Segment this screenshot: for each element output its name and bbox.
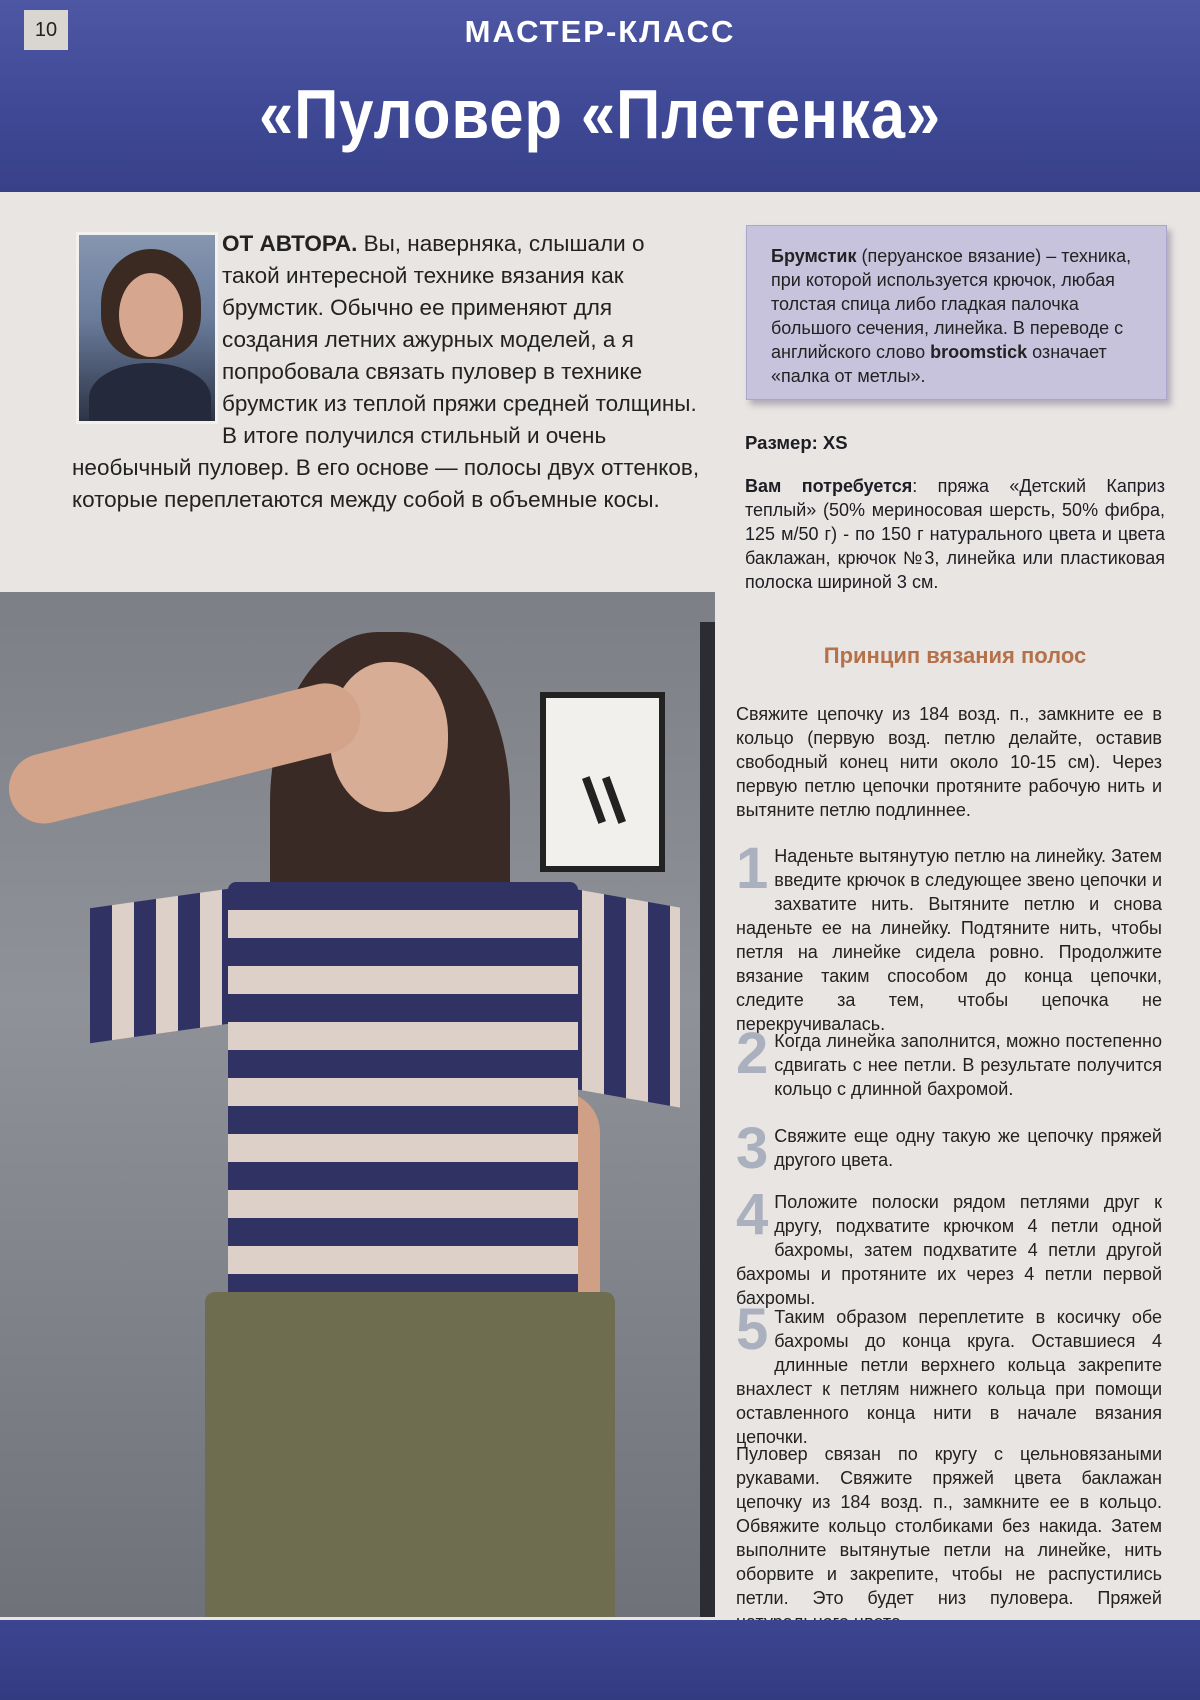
closing-paragraph: Пуловер связан по кругу с цельновязаными рукавами. Свяжите пряжей цвета баклажан цепочку из 184 возд. п., замкните ее в кольцо. Обвяжите кольцо столбиками без накида. Затем выполните вытянутые петли на линейке, нить оборвите и закрепите, чтобы не распустились петли. Это будет низ пуловера. Пряжей [736, 1444, 1162, 1608]
step-text: Наденьте вытянутую петлю на линейку. Затем введите крючок в следующее звено цепочки и захватите нить. Вытяните петлю и снова наденьте ее на линейку. Подтяните нить, чтобы петля на линейке сидела ровно. Продолжите вязание таким способом до конца цепочки, следите за тем, чтобы цепочка не перекручивалась. [736, 846, 1162, 1034]
step-3 [736, 1116, 1162, 1181]
definition-box [746, 225, 1167, 400]
step-4 [736, 1182, 1162, 1310]
definition-word: broomstick [930, 342, 1028, 362]
step-2 [736, 1021, 1162, 1101]
header-band [0, 0, 1200, 192]
step-text: Положите полоски рядом петлями друг к другу, подхватите крючком 4 петли одной бахромы, затем подхватите 4 петли другой бахромы и протяните их через 4 петли первой бахромы. [736, 1192, 1162, 1308]
photo-edge-strip [700, 622, 715, 1617]
wall-picture [540, 692, 665, 872]
step-1 [736, 836, 1162, 1036]
intro-paragraph: Свяжите цепочку из 184 возд. п., замкните ее в кольцо (первую возд. петлю делайте, оставив свободный конец нити около 10-15 см). Через первую петлю цепочки протяните рабочую нить и вытяните петлю подлиннее. [736, 704, 1162, 820]
section-label: МАСТЕР-КЛАСС [464, 14, 736, 49]
model-photo [0, 592, 715, 1617]
step-number: 1 [736, 836, 769, 901]
materials [745, 474, 1165, 594]
striped-sweater [228, 882, 578, 1307]
size-label: Размер: [745, 432, 818, 453]
materials-text: : пряжа «Детский Каприз теплый» (50% мериносовая шерсть, 50% фибра, 125 м/50 г) - по 150 г натурального цвета и цвета баклажан, крючок №3, линейка или пластиковая полоска шириной 3 см. [745, 476, 1165, 592]
definition-term: Брумстик [771, 246, 857, 266]
author-note [72, 228, 708, 516]
definition-text-1: (перуанское вязание) – техника, при которой используется крючок, любая толстая спица либо гладкая палочка большого сечения, линейка. В переводе с английского слово [771, 246, 1132, 362]
step-number: 2 [736, 1021, 769, 1086]
page-number: 10 [24, 10, 68, 50]
sweater-sleeve-left [90, 886, 250, 1043]
step-text: Свяжите еще одну такую же цепочку пряжей другого цвета. [774, 1126, 1162, 1170]
footer-band [0, 1620, 1200, 1700]
author-lead: ОТ АВТОРА. [222, 231, 358, 256]
step-number: 4 [736, 1182, 769, 1247]
author-body: Вы, наверняка, слышали о такой интересной технике вязания как брумстик. Обычно ее применяют для создания летних ажурных моделей, а я попробовала связать пуловер в технике брумстик из теплой пряжи средней толщины. В итоге получился стильный и очень необычный пуловер. В его основе — полосы двух оттенков, которые переплетаются между собой в объемные косы. [72, 231, 700, 512]
model-pants [205, 1292, 615, 1617]
step-number: 3 [736, 1116, 769, 1181]
size-line [745, 432, 848, 454]
materials-label: Вам потребуется [745, 476, 913, 496]
definition-text-2: означает «палка от метлы». [771, 342, 1107, 386]
step-text: Таким образом переплетите в косичку обе бахромы до конца круга. Оставшиеся 4 длинные петли верхнего кольца закрепите внахлест к петлям нижнего кольца при помощи оставленного конца нити в начале вязания цепочки. [736, 1307, 1162, 1447]
step-text: Когда линейка заполнится, можно постепенно сдвигать с нее петли. В результате получится кольцо с длинной бахромой. [774, 1031, 1162, 1099]
step-number: 5 [736, 1297, 769, 1362]
sweater-sleeve-right [560, 886, 680, 1107]
size-value: XS [817, 432, 848, 453]
step-5 [736, 1297, 1162, 1449]
section-heading: Принцип вязания полос [823, 643, 1087, 668]
page-title: «Пуловер «Плетенка» [259, 75, 941, 153]
photo-spacer [72, 228, 222, 428]
